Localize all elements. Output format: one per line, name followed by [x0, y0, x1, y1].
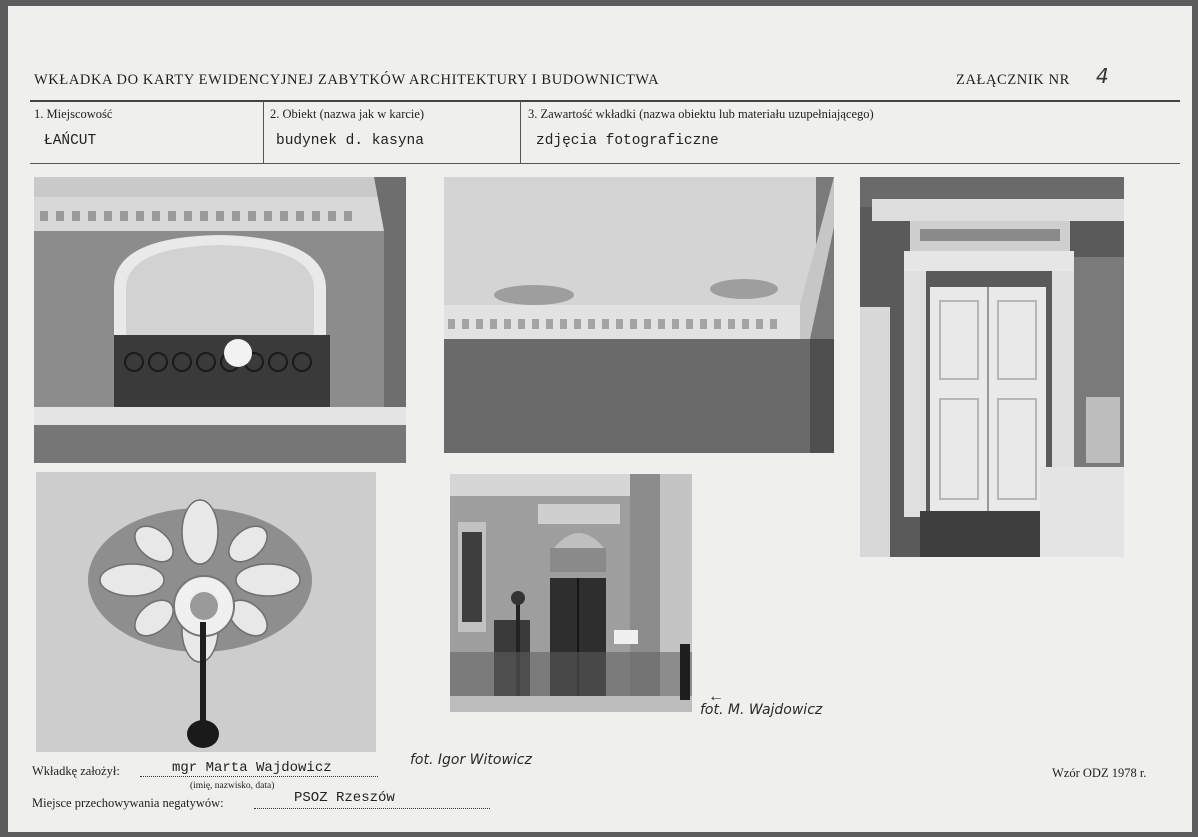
- credit-arrow: ←: [708, 688, 724, 705]
- photo-balcony-niche: [34, 177, 406, 463]
- form-model: Wzór ODZ 1978 r.: [1052, 766, 1147, 780]
- storage-dotted-line: [254, 808, 490, 809]
- field-locality-label: 1. Miejscowość: [34, 107, 113, 121]
- annex-label: ZAŁĄCZNIK NR: [956, 72, 1070, 88]
- photo-ceiling-rosette: [36, 472, 376, 752]
- annex-number: 4: [1096, 64, 1109, 88]
- photo-credit-handwritten: fot. M. Wajdowicz: [700, 702, 823, 718]
- field-locality-value: ŁAŃCUT: [44, 133, 97, 149]
- storage-label: Miejsce przechowywania negatywów:: [32, 796, 224, 810]
- field-object-value: budynek d. kasyna: [276, 133, 424, 149]
- founder-hint: (imię, nazwisko, data): [190, 781, 275, 791]
- storage-value: PSOZ Rzeszów: [294, 790, 395, 806]
- founder-label: Wkładkę założył:: [32, 764, 120, 778]
- photo-facade-entrance: [450, 474, 692, 712]
- field-content-label: 3. Zawartość wkładki (nazwa obiektu lub materiału uzupełniającego): [528, 107, 874, 121]
- document-title: WKŁADKA DO KARTY EWIDENCYJNEJ ZABYTKÓW ARCHITEKTURY I BUDOWNICTWA: [34, 72, 660, 88]
- document-sheet: [8, 6, 1192, 832]
- founder-handwritten: fot. Igor Witowicz: [410, 752, 532, 768]
- founder-value: mgr Marta Wajdowicz: [172, 760, 332, 776]
- field-divider-2: [520, 101, 521, 163]
- founder-dotted-line: [140, 776, 378, 777]
- photo-doorway: [860, 177, 1124, 557]
- field-divider-1: [263, 101, 264, 163]
- field-object-label: 2. Obiekt (nazwa jak w karcie): [270, 107, 425, 121]
- header-rule: [30, 100, 1180, 102]
- fields-rule: [30, 163, 1180, 164]
- field-content-value: zdjęcia fotograficzne: [536, 133, 719, 149]
- photo-ceiling-cornice: [444, 177, 834, 453]
